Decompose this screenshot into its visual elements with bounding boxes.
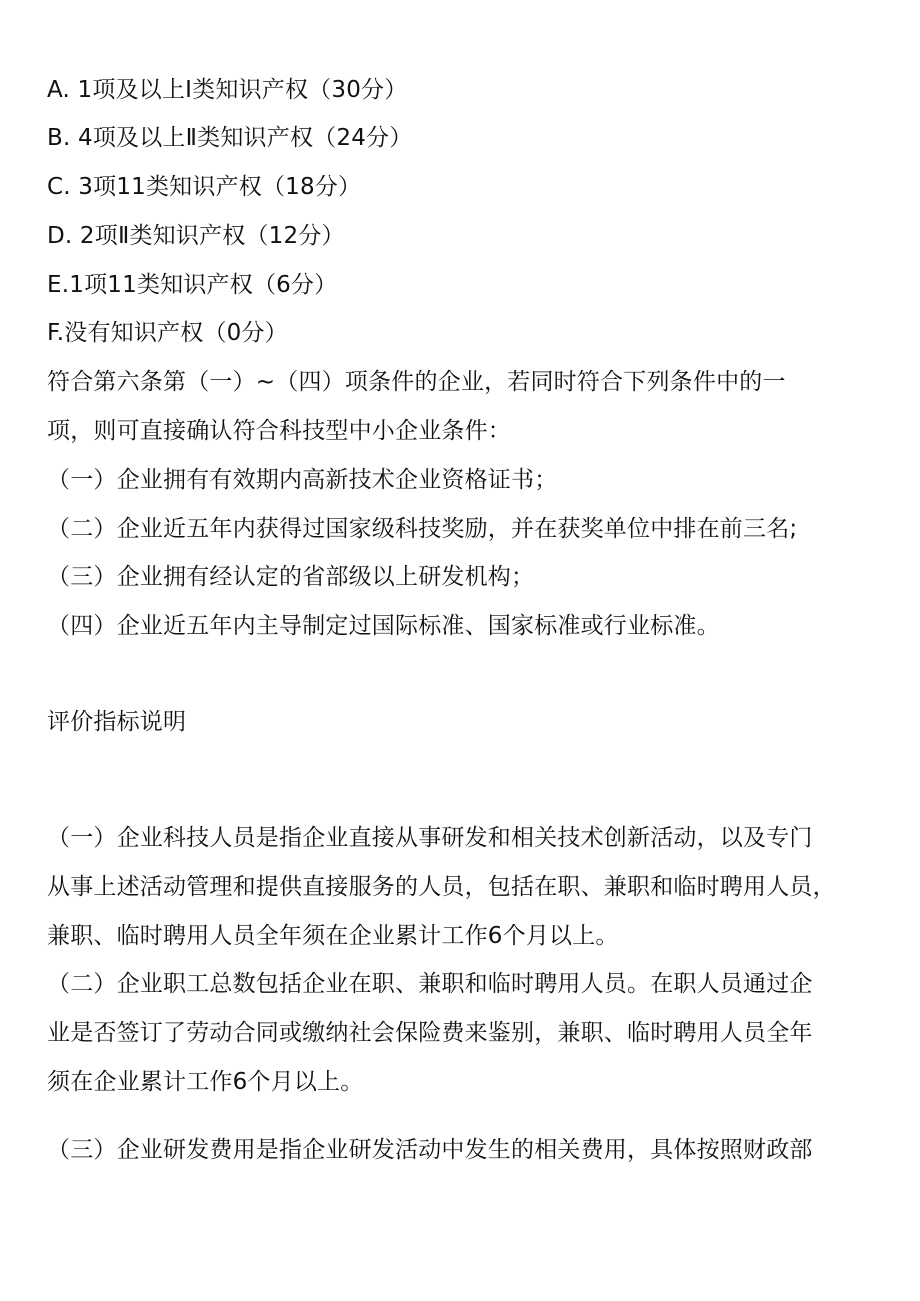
condition-intro-line-2: 项，则可直接确认符合科技型中小企业条件： <box>47 418 511 444</box>
condition-item-1: （一）企业拥有有效期内高新技术企业资格证书； <box>47 467 558 493</box>
condition-item-3: （三）企业拥有经认定的省部级以上研发机构； <box>47 564 535 590</box>
condition-item-4: （四）企业近五年内主导制定过国际标准、国家标准或行业标准。 <box>47 613 720 639</box>
option-d: D. 2项Ⅱ类知识产权（12分） <box>47 223 345 249</box>
option-e: E.1项11类知识产权（6分） <box>47 272 338 298</box>
option-b: B. 4项及以上Ⅱ类知识产权（24分） <box>47 125 413 151</box>
explanation-2-line-1: （二）企业职工总数包括企业在职、兼职和临时聘用人员。在职人员通过企 <box>47 971 813 997</box>
explanation-1-line-2: 从事上述活动管理和提供直接服务的人员，包括在职、兼职和临时聘用人员， <box>47 874 836 900</box>
explanation-1-line-3: 兼职、临时聘用人员全年须在企业累计工作6个月以上。 <box>47 923 619 949</box>
option-a: A. 1项及以上Ⅰ类知识产权（30分） <box>47 77 408 103</box>
section-title: 评价指标说明 <box>47 709 187 735</box>
condition-intro-line-1: 符合第六条第（一）~（四）项条件的企业，若同时符合下列条件中的一 <box>47 369 786 395</box>
option-c: C. 3项11类知识产权（18分） <box>47 174 362 200</box>
explanation-3-line-1: （三）企业研发费用是指企业研发活动中发生的相关费用，具体按照财政部 <box>47 1137 813 1163</box>
condition-item-2: （二）企业近五年内获得过国家级科技奖励，并在获奖单位中排在前三名; <box>47 516 798 542</box>
explanation-1-line-1: （一）企业科技人员是指企业直接从事研发和相关技术创新活动，以及专门 <box>47 825 813 851</box>
explanation-2-line-3: 须在企业累计工作6个月以上。 <box>47 1069 364 1095</box>
option-f: F.没有知识产权（0分） <box>47 320 288 346</box>
explanation-2-line-2: 业是否签订了劳动合同或缴纳社会保险费来鉴别，兼职、临时聘用人员全年 <box>47 1020 813 1046</box>
